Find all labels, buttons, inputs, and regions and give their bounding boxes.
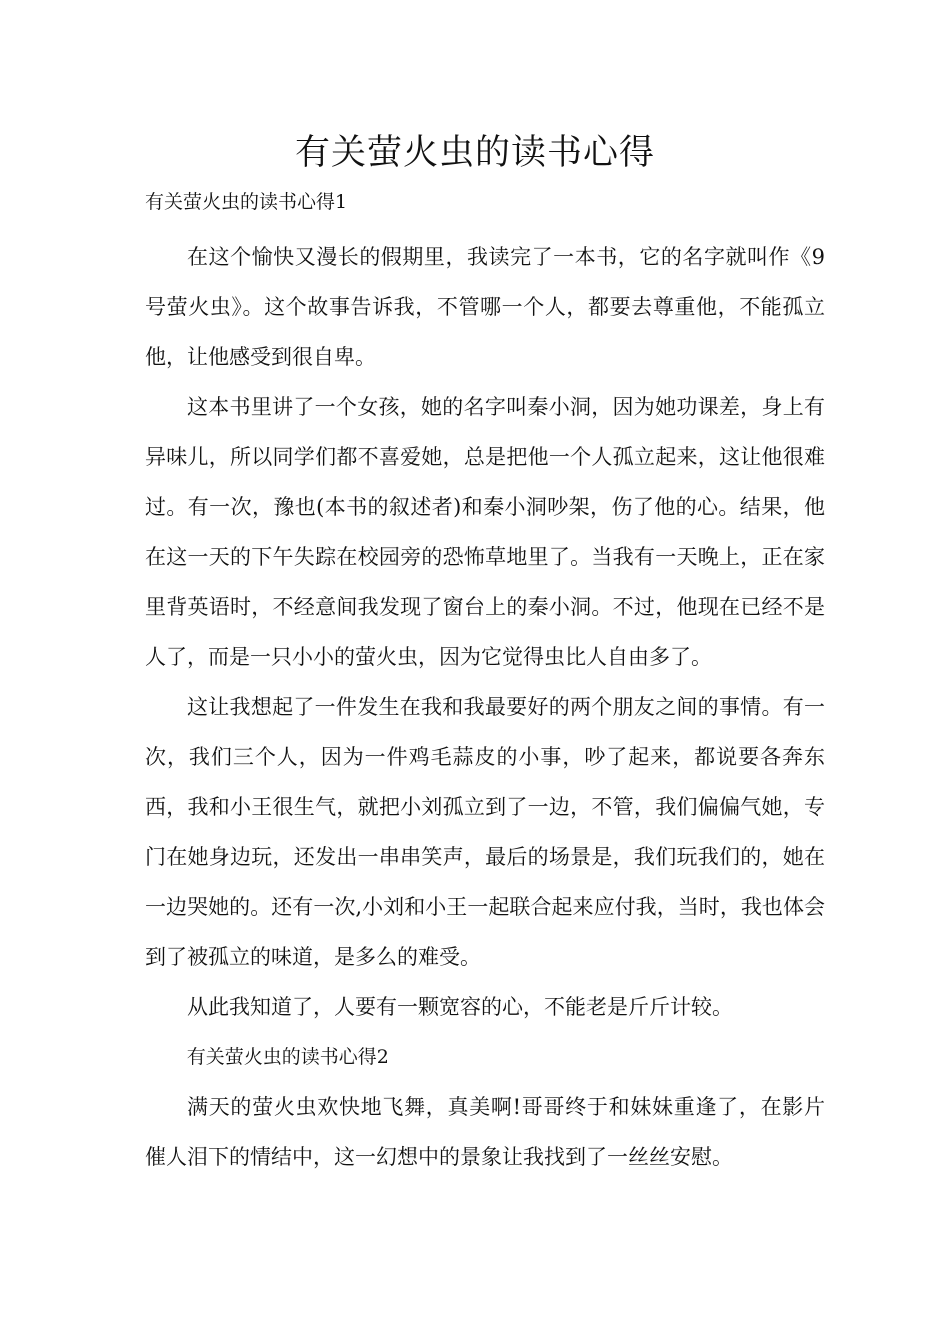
paragraph: 这让我想起了一件发生在我和我最要好的两个朋友之间的事情。有一次，我们三个人，因为一件鸡毛蒜皮的小事，吵了起来，都说要各奔东西，我和小王很生气，就把小刘孤立到了一边，不管，我们偏偏气她，专门在她身边玩，还发出一串串笑声，最后的场景是，我们玩我们的，她在一边哭她的。还有一次,小刘和小王一起联合起来应付我，当时，我也体会到了被孤立的味道，是多么的难受。	[145, 695, 825, 969]
paragraph: 满天的萤火虫欢快地飞舞，真美啊!哥哥终于和妹妹重逢了，在影片催人泪下的情结中，这一幻想中的景象让我找到了一丝丝安慰。	[145, 1095, 825, 1169]
section-heading-2: 有关萤火虫的读书心得2	[186, 1046, 389, 1068]
page-title: 有关萤火虫的读书心得	[294, 133, 655, 173]
paragraph: 这本书里讲了一个女孩，她的名字叫秦小洞，因为她功课差，身上有异味儿，所以同学们都不喜爱她，总是把他一个人孤立起来，这让他很难过。有一次，豫也(本书的叙述者)和秦小洞吵架，伤了他的心。结果，他在这一天的下午失踪在校园旁的恐怖草地里了。当我有一天晚上，正在家里背英语时，不经意间我发现了窗台上的秦小洞。不过，他现在已经不是人了，而是一只小小的萤火虫，因为它觉得虫比人自由多了。	[145, 395, 825, 669]
section-heading-1: 有关萤火虫的读书心得1	[145, 191, 348, 213]
document-body	[145, 184, 825, 1182]
paragraph: 从此我知道了，人要有一颗宽容的心，不能老是斤斤计较。	[187, 995, 733, 1019]
paragraph: 在这个愉快又漫长的假期里，我读完了一本书，它的名字就叫作《9号萤火虫》。这个故事告诉我，不管哪一个人，都要去尊重他，不能孤立他，让他感受到很自卑。	[145, 245, 825, 369]
